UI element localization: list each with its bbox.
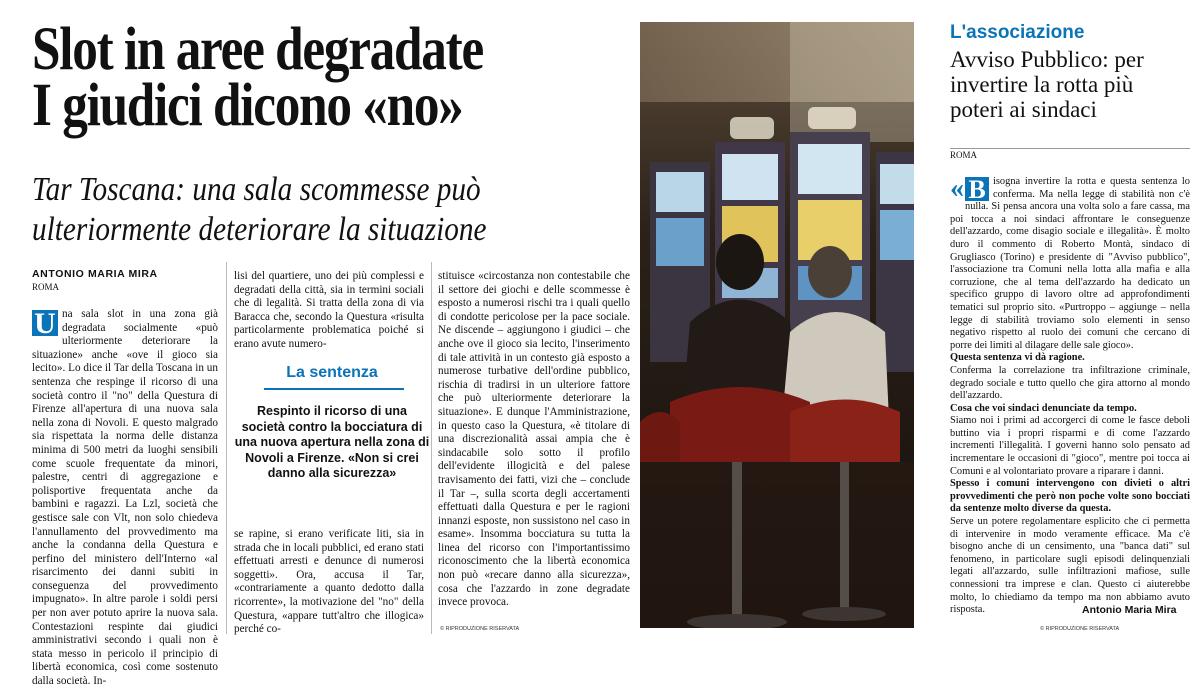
- interview-question-2: Cosa che voi sindaci denunciate da tempo.: [950, 402, 1137, 414]
- headline: [32, 16, 528, 139]
- sidebar-divider: [950, 148, 1190, 149]
- photo-illustration: [640, 22, 914, 628]
- slot-machine-photo: [640, 22, 914, 628]
- byline: ANTONIO MARIA MIRA: [32, 268, 158, 280]
- sidebar-copyright-notice: © RIPRODUZIONE RISERVATA: [1040, 626, 1120, 632]
- dateline-place: ROMA: [32, 282, 60, 292]
- article-text-1: na sala slot in una zona già degradata socialmente «può ulteriormente deteriorare la situazione» anche «ove il gioco sia lecito». Lo dice il Tar della Toscana in un sentenza che respinge il ricorso di una società contro il "no" della Questura di Firenze all'apertura di una nuova sala nella zona di Novoli. E questo malgrado sia rispettata la norma delle distanza minima di 500 metri da luoghi sensibili come scuole frequentate da minori, palestre, centri di aggregazione e polisportive frequentata anche da bambini e ragazzi. La Lzl, società che gestisce sale con Vlt, non solo chiedeva l'annullamento del provvedimento ma anche la condanna della Questura e perfino del ministero dell'Interno «al risarcimento dei danni subiti in conseguenza del provvedimento impugnato». In altre parole i soldi persi per non aver potuto aprire la nuova sala. Contestazioni respinte dai giudici amministrativi secondo i quali non è stata messo in pericolo il principio di libertà economica, così come sostenuto dalla società. In-: [32, 308, 218, 688]
- sidebar-signature: Antonio Maria Mira: [1082, 604, 1177, 616]
- column-divider: [226, 262, 227, 634]
- interview-answer-3: Serve un potere regolamentare esplicito che ci permetta di intervenire in modo veramente efficace. Ma c'è bisogno anche di un censimento, una "banca dati" sul fenomeno, in particolare sugli episodi delinquenziali legati all'azzardo, sulle infiltrazioni mafiose, sulle connessioni tra imprese e clan. Questo ci aiuterebbe molto, lo chiediamo da tempo ma non abbiamo avuto risposta.: [950, 516, 1190, 616]
- sidebar-drop-cap: B: [965, 177, 989, 201]
- interview-question-1: Questa sentenza vi dà ragione.: [950, 352, 1085, 364]
- interview-question-3: Spesso i comuni intervengono con divieti o altri provvedimenti che però non poche volte sono bocciati da sentenze molto diverse da questa.: [950, 478, 1190, 515]
- article-column-2-top: [234, 270, 424, 352]
- sidebar-place: ROMA: [950, 150, 978, 160]
- subheadline-line-2: ulteriormente deteriorare la situazione: [32, 211, 487, 248]
- article-text-3: stituisce «circostanza non contestabile che il settore dei giochi e delle scommesse è esposto a numerosi rischi tra i quali quello di condotte pericolose per la pace sociale. Ne discende – aggiungono i giudici – che anche ove il gioco sia lecito, l'inserimento di tale attività in un contesto già esposto a numerose turbative dell'ordine pubblico, rischia di tradirsi in un ulteriore fattore che può ulteriormente deteriorare la situazione». E dunque l'Amministrazione, in questo caso la Questura, «è titolare di una discrezionalità assai ampia che è sindacabile solo sotto il profilo dell'evidente illogicità e del palese travisamento dei fatti, vizi che – conclude il Tar –, sulla scorta degli accertamenti effettuati dalla Questura e per le ragioni innanzi esposte, non sussistono nel caso in esame». Insomma bocciatura su tutta la linea del ricorso con l'importantissimo riconoscimento che la libertà economica non può «recare danno alla sicurezza», cosa che l'azzardo in zone degradate invece provoca.: [438, 270, 630, 609]
- subheadline: [32, 170, 634, 250]
- article-column-2-bottom: [234, 528, 424, 637]
- sidebar-kicker: L'associazione: [950, 22, 1085, 43]
- sidebar-title: Avviso Pubblico: per invertire la rotta più poteri ai sindaci: [950, 47, 1144, 122]
- quote-mark: «: [950, 173, 964, 204]
- article-column-3: [438, 270, 630, 610]
- sidebar-paragraph-1: isogna invertire la rotta e questa sentenza lo conferma. Ma nella legge di stabilità non c'è nulla. Si pensa ancora una volta solo a fare cassa, ma poi tocca a noi sindaci affrontare le conseguenze dell'azzardo, come disagio sociale e illegalità». È molto duro il commento di Roberto Montà, sindaco di Grugliasco (Torino) e presidente di "Avviso pubblico", l'associazione tra Comuni nella lotta alla mafia e alla corruzione, che al tema dell'azzardo ha dedicato un specifico gruppo di lavoro oltre ad approfondimenti tematici sul proprio sito. «Purtroppo – aggiunge – nella legge di stabilità troviamo solo elementi in senso negativo rispetto al ruolo dei comuni che cercano di porre dei limiti al dilagare delle sale gioco».: [950, 176, 1190, 351]
- sidebar-body: [950, 173, 1190, 617]
- article-column-1: [32, 308, 218, 689]
- interview-answer-2: Siamo noi i primi ad accorgerci di come le fasce deboli buttino via i propri risparmi e di come l'azzardo incrementi l'illegalità. I governi hanno solo pensato ad incrementare le occasioni di "gioco", mentre poi tocca ai Comuni e al volontariato provare a riparare i danni.: [950, 415, 1190, 477]
- interview-answer-1: Conferma la correlazione tra infiltrazione criminale, degrado sociale e tutto quello che gira attorno al mondo dell'azzardo.: [950, 364, 1190, 402]
- copyright-notice: © RIPRODUZIONE RISERVATA: [440, 626, 520, 632]
- column-divider: [431, 262, 432, 634]
- box-divider: [264, 388, 404, 390]
- box-text: Respinto il ricorso di una società contro la bocciatura di una nuova apertura nella zona di Novoli a Firenze. «Non si crei danno alla sicurezza»: [234, 404, 430, 480]
- subheadline-line-1: Tar Toscana: una sala scommesse può: [32, 171, 481, 208]
- box-title: La sentenza: [286, 364, 378, 381]
- article-text-2a: lisi del quartiere, uno dei più complessi e degradati della città, sia in termini sociali che di legalità. Si tratta della zona di via Baracca che, secondo la Questura «risulta particolarmente problematica poiché si erano avute numero-: [234, 270, 424, 350]
- drop-cap: U: [32, 310, 58, 336]
- article-text-2b: se rapine, si erano verificate liti, sia in strada che in locali pubblici, ed erano stati effettuati arresti e denunce di numerosi soggetti». Ora, accusa il Tar, «contrariamente a quanto dedotto dalla ricorrente», la motivazione del "no" della Questura, «appare tutt'altro che illogica» perché co-: [234, 528, 424, 636]
- headline-line-2: I giudici dicono «no»: [32, 72, 463, 139]
- highlight-box: [234, 358, 430, 528]
- headline-line-1: Slot in aree degradate: [32, 16, 483, 83]
